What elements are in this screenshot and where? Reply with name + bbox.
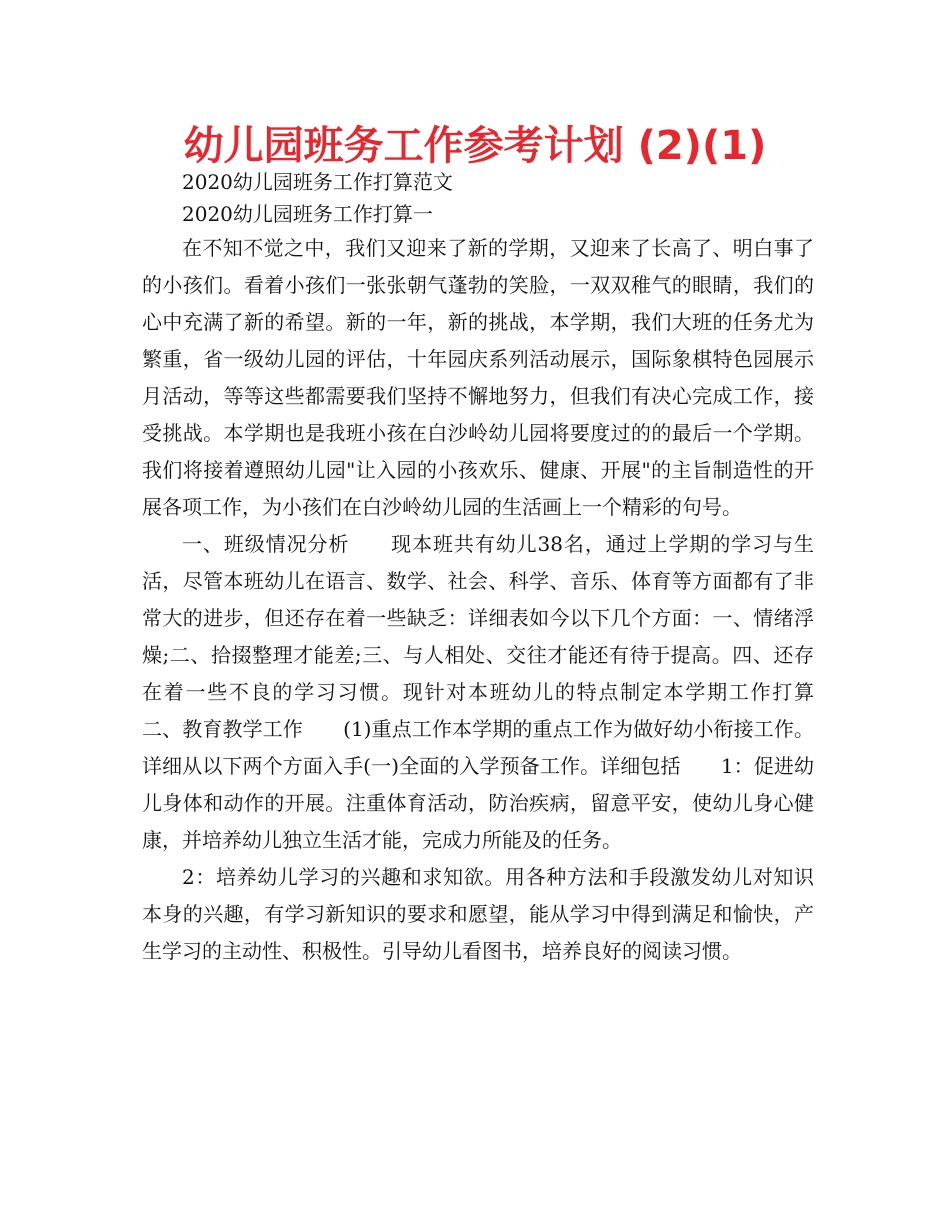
subtitle-template-range: 2020幼儿园班务工作打算范文: [182, 170, 453, 194]
document-title: 幼儿园班务工作参考计划 (2)(1): [183, 123, 767, 169]
paragraph-intro: 在不知不觉之中，我们又迎来了新的学期，又迎来了长高了、明白事了的小孩们。看着小孩们一张张朝气蓬勃的笑脸，一双双稚气的眼睛，我们的心中充满了新的希望。新的一年，新的挑战，本学期，我们大班的任务尤为繁重，省一级幼儿园的评估，十年园庆系列活动展示，国际象棋特色园展示月活动，等等这些都需要我们坚持不懈地努力，但我们有决心完成工作，接受挑战。本学期也是我班小孩在白沙岭幼儿园将要度过的的最后一个学期。我们将接着遵照幼儿园"让入园的小孩欢乐、健康、开展"的主旨制造性的开展各项工作，为小孩们在白沙岭幼儿园的生活画上一个精彩的句号。: [142, 236, 814, 519]
document-body: [142, 166, 854, 970]
subtitle-plan-one: 2020幼儿园班务工作打算一: [182, 202, 433, 226]
paragraph-class-analysis: 一、班级情况分析 现本班共有幼儿38名，通过上学期的学习与生活，尽管本班幼儿在语言、数学、社会、科学、音乐、体育等方面都有了非常大的进步，但还存在着一些缺乏：详细表如今以下几个方面：一、情绪浮燥;二、拾掇整理才能差;三、与人相处、交往才能还有待于提高。四、还存在着一些不良的学习习惯。现针对本班幼儿的特点制定本学期工作打算 二、教育教学工作 (1)重点工作本学期的重点工作为做好幼小衔接工作。详细从以下两个方面入手(一)全面的入学预备工作。详细包括 1：促进幼儿身体和动作的开展。注重体育活动，防治疾病，留意平安，使幼儿身心健康，并培养幼儿独立生活才能，完成力所能及的任务。: [142, 532, 854, 852]
paragraph-learning-interest: 2：培养幼儿学习的兴趣和求知欲。用各种方法和手段激发幼儿对知识本身的兴趣，有学习新知识的要求和愿望，能从学习中得到满足和愉快，产生学习的主动性、积极性。引导幼儿看图书，培养良好的阅读习惯。: [142, 865, 814, 963]
